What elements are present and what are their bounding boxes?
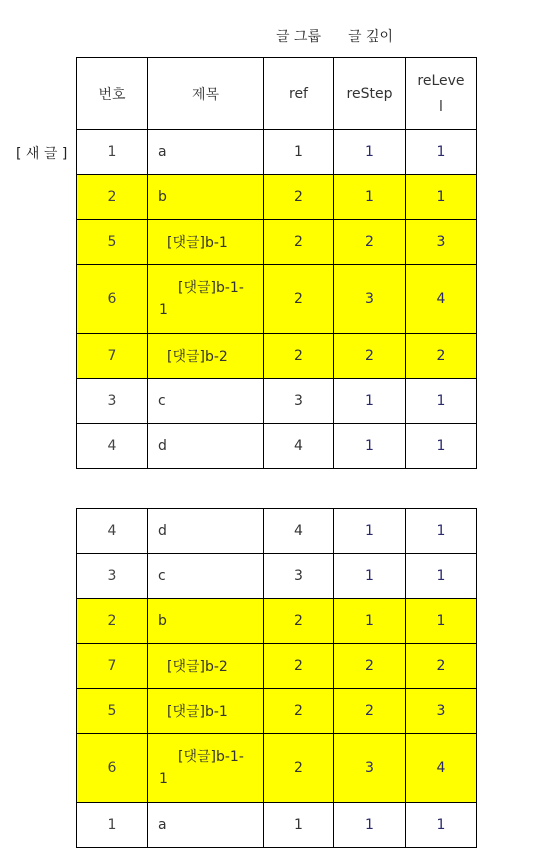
cell-restep: 1: [334, 803, 406, 848]
cell-title: [댓글]b-2: [148, 334, 264, 379]
header-title: 제목: [148, 58, 264, 130]
table-row: [77, 424, 477, 469]
cell-ref: 4: [264, 509, 334, 554]
cell-ref: 2: [264, 220, 334, 265]
cell-relevel: 1: [406, 130, 477, 175]
cell-ref: 2: [264, 334, 334, 379]
cell-ref: 3: [264, 554, 334, 599]
table-row: [77, 334, 477, 379]
table-row: [77, 379, 477, 424]
table-row: [77, 220, 477, 265]
cell-ref: 1: [264, 130, 334, 175]
cell-relevel: 2: [406, 334, 477, 379]
table-row: [77, 734, 477, 803]
header-relevel-line1: reLeve: [417, 72, 465, 89]
posts-table-sorted-order: [76, 508, 477, 848]
cell-num: 3: [77, 554, 148, 599]
cell-title: [148, 265, 264, 334]
cell-num: 2: [77, 175, 148, 220]
cell-relevel: 1: [406, 509, 477, 554]
cell-ref: 3: [264, 379, 334, 424]
cell-ref: 2: [264, 734, 334, 803]
cell-relevel: 3: [406, 689, 477, 734]
cell-relevel: 1: [406, 554, 477, 599]
cell-ref: 2: [264, 644, 334, 689]
cell-num: 1: [77, 803, 148, 848]
cell-restep: 2: [334, 334, 406, 379]
cell-ref: 2: [264, 689, 334, 734]
cell-num: 7: [77, 644, 148, 689]
header-ref: ref: [264, 58, 334, 130]
cell-num: 1: [77, 130, 148, 175]
cell-title-line1: [댓글]b-1-: [178, 280, 244, 296]
new-post-label: [ 새 글 ]: [16, 146, 68, 162]
cell-relevel: 1: [406, 803, 477, 848]
cell-title: c: [148, 554, 264, 599]
cell-title: [댓글]b-1: [148, 689, 264, 734]
cell-ref: 2: [264, 265, 334, 334]
table-row: [77, 554, 477, 599]
cell-ref: 2: [264, 599, 334, 644]
header-restep: reStep: [334, 58, 406, 130]
cell-relevel: 1: [406, 379, 477, 424]
cell-title: b: [148, 175, 264, 220]
cell-num: 6: [77, 734, 148, 803]
depth-column-label: 글 깊이: [348, 29, 394, 45]
cell-title: c: [148, 379, 264, 424]
cell-num: 5: [77, 220, 148, 265]
cell-restep: 1: [334, 424, 406, 469]
table-row: [77, 175, 477, 220]
cell-title: b: [148, 599, 264, 644]
cell-title-line2: 1: [159, 302, 168, 318]
cell-num: 2: [77, 599, 148, 644]
cell-relevel: 1: [406, 599, 477, 644]
cell-restep: 1: [334, 554, 406, 599]
cell-restep: 3: [334, 265, 406, 334]
header-relevel: [406, 58, 477, 130]
table-row: [77, 509, 477, 554]
cell-relevel: 3: [406, 220, 477, 265]
table-header-row: [77, 58, 477, 130]
cell-title-line2: 1: [159, 771, 168, 787]
cell-ref: 1: [264, 803, 334, 848]
cell-num: 6: [77, 265, 148, 334]
cell-title: d: [148, 509, 264, 554]
cell-ref: 4: [264, 424, 334, 469]
cell-title: [댓글]b-1: [148, 220, 264, 265]
header-relevel-line2: l: [439, 98, 443, 115]
cell-relevel: 1: [406, 175, 477, 220]
cell-title: a: [148, 130, 264, 175]
cell-restep: 3: [334, 734, 406, 803]
cell-relevel: 2: [406, 644, 477, 689]
cell-title-line1: [댓글]b-1-: [178, 749, 244, 765]
table-row: [77, 644, 477, 689]
group-column-label: 글 그룹: [276, 29, 322, 45]
cell-title: [148, 734, 264, 803]
cell-relevel: 4: [406, 734, 477, 803]
cell-restep: 2: [334, 220, 406, 265]
cell-restep: 1: [334, 175, 406, 220]
cell-restep: 1: [334, 130, 406, 175]
cell-restep: 1: [334, 509, 406, 554]
table-row: [77, 265, 477, 334]
cell-relevel: 1: [406, 424, 477, 469]
cell-num: 4: [77, 509, 148, 554]
cell-num: 4: [77, 424, 148, 469]
cell-num: 5: [77, 689, 148, 734]
table-row: [77, 803, 477, 848]
header-num: 번호: [77, 58, 148, 130]
cell-title: d: [148, 424, 264, 469]
cell-num: 7: [77, 334, 148, 379]
cell-relevel: 4: [406, 265, 477, 334]
cell-restep: 2: [334, 689, 406, 734]
table-row: [77, 130, 477, 175]
cell-title: [댓글]b-2: [148, 644, 264, 689]
cell-title: a: [148, 803, 264, 848]
cell-restep: 2: [334, 644, 406, 689]
cell-restep: 1: [334, 599, 406, 644]
table-row: [77, 599, 477, 644]
cell-num: 3: [77, 379, 148, 424]
posts-table-insert-order: [76, 57, 477, 469]
cell-restep: 1: [334, 379, 406, 424]
table-row: [77, 689, 477, 734]
cell-ref: 2: [264, 175, 334, 220]
